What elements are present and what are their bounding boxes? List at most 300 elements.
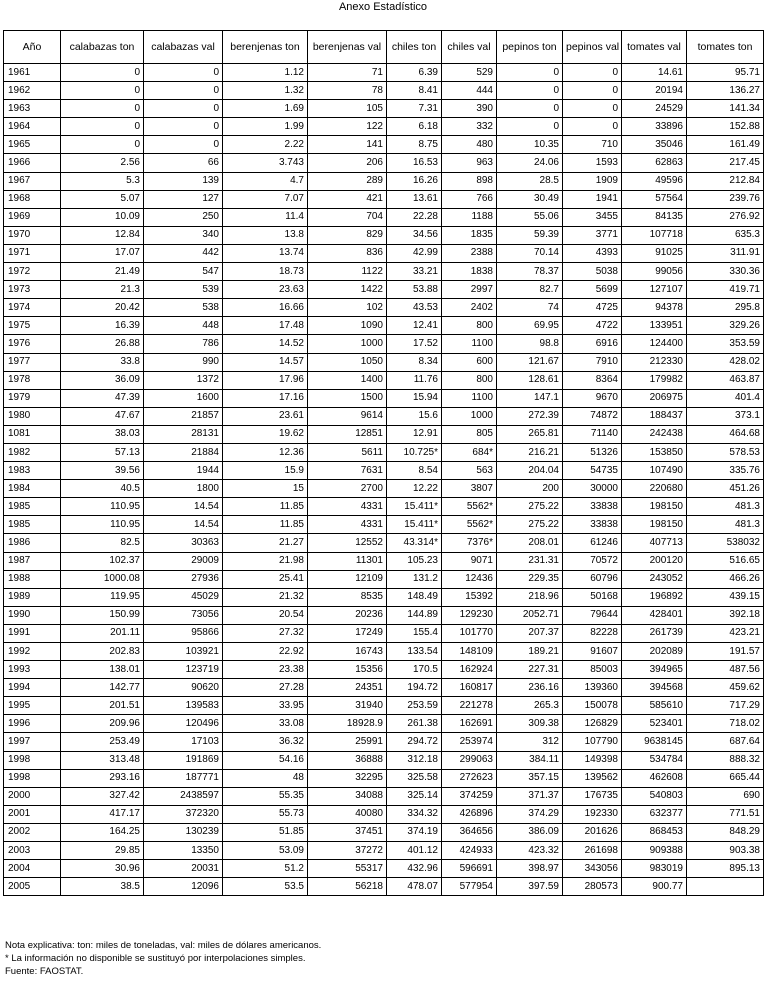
value-cell: 149398 (563, 751, 622, 769)
value-cell: 407713 (622, 534, 687, 552)
note-source: Fuente: FAOSTAT. (5, 966, 84, 977)
value-cell: 99056 (622, 263, 687, 281)
value-cell: 136.27 (687, 82, 764, 100)
value-cell: 37451 (308, 823, 387, 841)
value-cell: 5.07 (61, 190, 144, 208)
value-cell: 289 (308, 172, 387, 190)
value-cell: 74872 (563, 407, 622, 425)
value-cell: 295.8 (687, 299, 764, 317)
value-cell: 84135 (622, 208, 687, 226)
value-cell: 463.87 (687, 371, 764, 389)
value-cell: 325.58 (387, 769, 442, 787)
table-row (4, 208, 764, 226)
value-cell: 24.06 (497, 154, 563, 172)
value-cell: 105 (308, 100, 387, 118)
value-cell: 786 (144, 335, 223, 353)
value-cell: 202.83 (61, 643, 144, 661)
value-cell: 0 (144, 100, 223, 118)
value-cell: 2388 (442, 244, 497, 262)
year-cell: 1986 (4, 534, 61, 552)
table-row (4, 335, 764, 353)
value-cell: 42.99 (387, 244, 442, 262)
value-cell: 480 (442, 136, 497, 154)
value-cell: 130239 (144, 823, 223, 841)
column-header: tomates val (622, 31, 687, 64)
value-cell: 329.26 (687, 317, 764, 335)
value-cell: 53.5 (223, 878, 308, 896)
value-cell: 139583 (144, 697, 223, 715)
value-cell: 36888 (308, 751, 387, 769)
value-cell: 119.95 (61, 588, 144, 606)
value-cell: 43.53 (387, 299, 442, 317)
value-cell: 710 (563, 136, 622, 154)
value-cell: 19.62 (223, 425, 308, 443)
year-cell: 1997 (4, 733, 61, 751)
value-cell: 12.41 (387, 317, 442, 335)
value-cell: 481.3 (687, 516, 764, 534)
value-cell: 133.54 (387, 643, 442, 661)
value-cell: 0 (563, 118, 622, 136)
value-cell: 13.74 (223, 244, 308, 262)
value-cell: 293.16 (61, 769, 144, 787)
value-cell: 3771 (563, 226, 622, 244)
value-cell: 38.03 (61, 425, 144, 443)
value-cell: 13.8 (223, 226, 308, 244)
value-cell: 523401 (622, 715, 687, 733)
value-cell: 152.88 (687, 118, 764, 136)
value-cell: 15.9 (223, 462, 308, 480)
value-cell: 428.02 (687, 353, 764, 371)
value-cell: 632377 (622, 805, 687, 823)
value-cell: 3.743 (223, 154, 308, 172)
value-cell: 11.4 (223, 208, 308, 226)
value-cell: 684* (442, 443, 497, 461)
value-cell: 0 (144, 82, 223, 100)
year-cell: 1980 (4, 407, 61, 425)
value-cell: 10.35 (497, 136, 563, 154)
value-cell: 20.42 (61, 299, 144, 317)
value-cell: 21.32 (223, 588, 308, 606)
value-cell: 848.29 (687, 823, 764, 841)
value-cell: 229.35 (497, 570, 563, 588)
value-cell: 16.53 (387, 154, 442, 172)
value-cell: 7910 (563, 353, 622, 371)
value-cell: 394568 (622, 679, 687, 697)
value-cell: 201.11 (61, 624, 144, 642)
value-cell: 107718 (622, 226, 687, 244)
value-cell: 1000.08 (61, 570, 144, 588)
value-cell: 5562* (442, 498, 497, 516)
value-cell: 56218 (308, 878, 387, 896)
value-cell: 401.12 (387, 842, 442, 860)
value-cell: 2402 (442, 299, 497, 317)
value-cell: 401.4 (687, 389, 764, 407)
value-cell: 33.08 (223, 715, 308, 733)
value-cell: 179982 (622, 371, 687, 389)
value-cell: 1100 (442, 335, 497, 353)
value-cell: 50168 (563, 588, 622, 606)
value-cell: 990 (144, 353, 223, 371)
value-cell: 38.5 (61, 878, 144, 896)
value-cell: 2.56 (61, 154, 144, 172)
value-cell: 17.07 (61, 244, 144, 262)
value-cell: 189.21 (497, 643, 563, 661)
year-cell: 2003 (4, 842, 61, 860)
value-cell: 1188 (442, 208, 497, 226)
value-cell: 198150 (622, 516, 687, 534)
value-cell: 9638145 (622, 733, 687, 751)
value-cell: 47.67 (61, 407, 144, 425)
table-row (4, 263, 764, 281)
value-cell: 0 (497, 100, 563, 118)
value-cell: 392.18 (687, 606, 764, 624)
table-row (4, 643, 764, 661)
value-cell: 139 (144, 172, 223, 190)
value-cell: 71 (308, 64, 387, 82)
value-cell: 51326 (563, 443, 622, 461)
table-row (4, 371, 764, 389)
value-cell: 1593 (563, 154, 622, 172)
value-cell: 95.71 (687, 64, 764, 82)
year-cell: 1988 (4, 570, 61, 588)
value-cell: 12.84 (61, 226, 144, 244)
table-row (4, 842, 764, 860)
value-cell: 895.13 (687, 860, 764, 878)
value-cell: 141 (308, 136, 387, 154)
value-cell: 17.96 (223, 371, 308, 389)
value-cell: 6.39 (387, 64, 442, 82)
value-cell: 8364 (563, 371, 622, 389)
value-cell: 17103 (144, 733, 223, 751)
column-header: pepinos ton (497, 31, 563, 64)
value-cell: 0 (61, 82, 144, 100)
value-cell (687, 878, 764, 896)
table-row (4, 878, 764, 896)
table-row (4, 190, 764, 208)
value-cell: 139562 (563, 769, 622, 787)
value-cell: 217.45 (687, 154, 764, 172)
value-cell: 6916 (563, 335, 622, 353)
table-row (4, 805, 764, 823)
value-cell: 8.34 (387, 353, 442, 371)
value-cell: 481.3 (687, 498, 764, 516)
value-cell: 386.09 (497, 823, 563, 841)
value-cell: 327.42 (61, 787, 144, 805)
value-cell: 17.52 (387, 335, 442, 353)
value-cell: 14.54 (144, 498, 223, 516)
value-cell: 29009 (144, 552, 223, 570)
value-cell: 30.49 (497, 190, 563, 208)
value-cell: 18928.9 (308, 715, 387, 733)
table-row (4, 697, 764, 715)
value-cell: 0 (497, 64, 563, 82)
value-cell: 191869 (144, 751, 223, 769)
value-cell: 0 (61, 118, 144, 136)
value-cell: 25991 (308, 733, 387, 751)
year-cell: 1975 (4, 317, 61, 335)
value-cell: 206975 (622, 389, 687, 407)
value-cell: 1909 (563, 172, 622, 190)
value-cell: 903.38 (687, 842, 764, 860)
value-cell: 0 (563, 64, 622, 82)
year-cell: 1995 (4, 697, 61, 715)
value-cell: 421 (308, 190, 387, 208)
value-cell: 61246 (563, 534, 622, 552)
value-cell: 1838 (442, 263, 497, 281)
year-cell: 1962 (4, 82, 61, 100)
value-cell: 313.48 (61, 751, 144, 769)
value-cell: 121.67 (497, 353, 563, 371)
value-cell: 227.31 (497, 661, 563, 679)
value-cell: 8.54 (387, 462, 442, 480)
value-cell: 98.8 (497, 335, 563, 353)
value-cell: 717.29 (687, 697, 764, 715)
value-cell: 478.07 (387, 878, 442, 896)
table-row (4, 407, 764, 425)
value-cell: 8.41 (387, 82, 442, 100)
value-cell: 36.09 (61, 371, 144, 389)
value-cell: 196892 (622, 588, 687, 606)
value-cell: 600 (442, 353, 497, 371)
value-cell: 131.2 (387, 570, 442, 588)
value-cell: 204.04 (497, 462, 563, 480)
value-cell: 4331 (308, 498, 387, 516)
table-row (4, 516, 764, 534)
table-row (4, 823, 764, 841)
value-cell: 1000 (308, 335, 387, 353)
year-cell: 1983 (4, 462, 61, 480)
year-cell: 1985 (4, 498, 61, 516)
value-cell: 529 (442, 64, 497, 82)
column-header: chiles ton (387, 31, 442, 64)
value-cell: 417.17 (61, 805, 144, 823)
value-cell: 24351 (308, 679, 387, 697)
year-cell: 1989 (4, 588, 61, 606)
value-cell: 55.73 (223, 805, 308, 823)
year-cell: 1974 (4, 299, 61, 317)
value-cell: 122 (308, 118, 387, 136)
value-cell: 198150 (622, 498, 687, 516)
table-row (4, 769, 764, 787)
table-row (4, 715, 764, 733)
value-cell: 7.07 (223, 190, 308, 208)
value-cell: 150.99 (61, 606, 144, 624)
value-cell: 275.22 (497, 516, 563, 534)
value-cell: 398.97 (497, 860, 563, 878)
table-row (4, 118, 764, 136)
value-cell: 280573 (563, 878, 622, 896)
value-cell: 74 (497, 299, 563, 317)
value-cell: 272623 (442, 769, 497, 787)
value-cell: 160817 (442, 679, 497, 697)
value-cell: 22.28 (387, 208, 442, 226)
value-cell: 139360 (563, 679, 622, 697)
value-cell: 439.15 (687, 588, 764, 606)
table-row (4, 480, 764, 498)
value-cell: 1835 (442, 226, 497, 244)
value-cell: 60796 (563, 570, 622, 588)
value-cell: 423.21 (687, 624, 764, 642)
value-cell: 20031 (144, 860, 223, 878)
value-cell: 766 (442, 190, 497, 208)
value-cell: 868453 (622, 823, 687, 841)
table-row (4, 498, 764, 516)
value-cell: 0 (497, 82, 563, 100)
value-cell: 26.88 (61, 335, 144, 353)
header-row (4, 31, 764, 64)
value-cell: 31940 (308, 697, 387, 715)
value-cell: 1090 (308, 317, 387, 335)
value-cell: 5562* (442, 516, 497, 534)
value-cell: 207.37 (497, 624, 563, 642)
value-cell: 23.63 (223, 281, 308, 299)
table-row (4, 679, 764, 697)
value-cell: 4722 (563, 317, 622, 335)
value-cell: 14.54 (144, 516, 223, 534)
value-cell: 78.37 (497, 263, 563, 281)
value-cell: 24529 (622, 100, 687, 118)
value-cell: 294.72 (387, 733, 442, 751)
value-cell: 187771 (144, 769, 223, 787)
value-cell: 0 (61, 64, 144, 82)
value-cell: 71140 (563, 425, 622, 443)
value-cell: 8535 (308, 588, 387, 606)
value-cell: 107790 (563, 733, 622, 751)
value-cell: 5699 (563, 281, 622, 299)
value-cell: 9670 (563, 389, 622, 407)
value-cell: 78 (308, 82, 387, 100)
value-cell: 1.12 (223, 64, 308, 82)
year-cell: 1996 (4, 715, 61, 733)
value-cell: 353.59 (687, 335, 764, 353)
value-cell: 55317 (308, 860, 387, 878)
value-cell: 2700 (308, 480, 387, 498)
value-cell: 85003 (563, 661, 622, 679)
table-row (4, 552, 764, 570)
value-cell: 110.95 (61, 498, 144, 516)
value-cell: 14.61 (622, 64, 687, 82)
value-cell: 585610 (622, 697, 687, 715)
value-cell: 27.28 (223, 679, 308, 697)
value-cell: 10.09 (61, 208, 144, 226)
value-cell: 40080 (308, 805, 387, 823)
value-cell: 220680 (622, 480, 687, 498)
value-cell: 164.25 (61, 823, 144, 841)
value-cell: 191.57 (687, 643, 764, 661)
value-cell: 547 (144, 263, 223, 281)
value-cell: 578.53 (687, 443, 764, 461)
year-cell: 1081 (4, 425, 61, 443)
value-cell: 9614 (308, 407, 387, 425)
value-cell: 340 (144, 226, 223, 244)
value-cell: 334.32 (387, 805, 442, 823)
value-cell: 0 (144, 64, 223, 82)
value-cell: 212330 (622, 353, 687, 371)
value-cell: 35046 (622, 136, 687, 154)
value-cell: 466.26 (687, 570, 764, 588)
value-cell: 21.27 (223, 534, 308, 552)
value-cell: 194.72 (387, 679, 442, 697)
value-cell: 2.22 (223, 136, 308, 154)
statistics-table (3, 30, 764, 896)
value-cell: 242438 (622, 425, 687, 443)
value-cell: 394965 (622, 661, 687, 679)
value-cell: 162924 (442, 661, 497, 679)
value-cell: 444 (442, 82, 497, 100)
value-cell: 124400 (622, 335, 687, 353)
value-cell: 20236 (308, 606, 387, 624)
value-cell: 1500 (308, 389, 387, 407)
year-cell: 1970 (4, 226, 61, 244)
value-cell: 126829 (563, 715, 622, 733)
table-row (4, 606, 764, 624)
value-cell: 836 (308, 244, 387, 262)
table-row (4, 624, 764, 642)
value-cell: 200120 (622, 552, 687, 570)
value-cell: 15.411* (387, 516, 442, 534)
value-cell: 16743 (308, 643, 387, 661)
value-cell: 200 (497, 480, 563, 498)
value-cell: 4.7 (223, 172, 308, 190)
value-cell: 23.38 (223, 661, 308, 679)
value-cell: 9071 (442, 552, 497, 570)
year-cell: 1978 (4, 371, 61, 389)
year-cell: 1976 (4, 335, 61, 353)
value-cell: 516.65 (687, 552, 764, 570)
value-cell: 16.26 (387, 172, 442, 190)
value-cell: 54735 (563, 462, 622, 480)
value-cell: 335.76 (687, 462, 764, 480)
note-explicativa: Nota explicativa: ton: miles de toneladas, val: miles de dólares americanos. (5, 940, 322, 951)
value-cell: 94378 (622, 299, 687, 317)
value-cell: 432.96 (387, 860, 442, 878)
column-header: chiles val (442, 31, 497, 64)
table-row (4, 353, 764, 371)
table-row (4, 244, 764, 262)
value-cell: 718.02 (687, 715, 764, 733)
value-cell: 47.39 (61, 389, 144, 407)
value-cell: 0 (563, 100, 622, 118)
value-cell: 101770 (442, 624, 497, 642)
value-cell: 1600 (144, 389, 223, 407)
value-cell: 105.23 (387, 552, 442, 570)
value-cell: 275.22 (497, 498, 563, 516)
value-cell: 66 (144, 154, 223, 172)
year-cell: 1977 (4, 353, 61, 371)
value-cell: 239.76 (687, 190, 764, 208)
value-cell: 82.7 (497, 281, 563, 299)
value-cell: 148109 (442, 643, 497, 661)
footnotes (5, 939, 321, 978)
value-cell: 538032 (687, 534, 764, 552)
value-cell: 771.51 (687, 805, 764, 823)
table-row (4, 226, 764, 244)
value-cell: 459.62 (687, 679, 764, 697)
value-cell: 448 (144, 317, 223, 335)
value-cell: 176735 (563, 787, 622, 805)
table-row (4, 787, 764, 805)
value-cell: 70572 (563, 552, 622, 570)
value-cell: 17.48 (223, 317, 308, 335)
value-cell: 357.15 (497, 769, 563, 787)
value-cell: 0 (61, 100, 144, 118)
value-cell: 397.59 (497, 878, 563, 896)
value-cell: 62863 (622, 154, 687, 172)
value-cell: 17249 (308, 624, 387, 642)
value-cell: 1422 (308, 281, 387, 299)
value-cell: 0 (144, 118, 223, 136)
value-cell: 34.56 (387, 226, 442, 244)
